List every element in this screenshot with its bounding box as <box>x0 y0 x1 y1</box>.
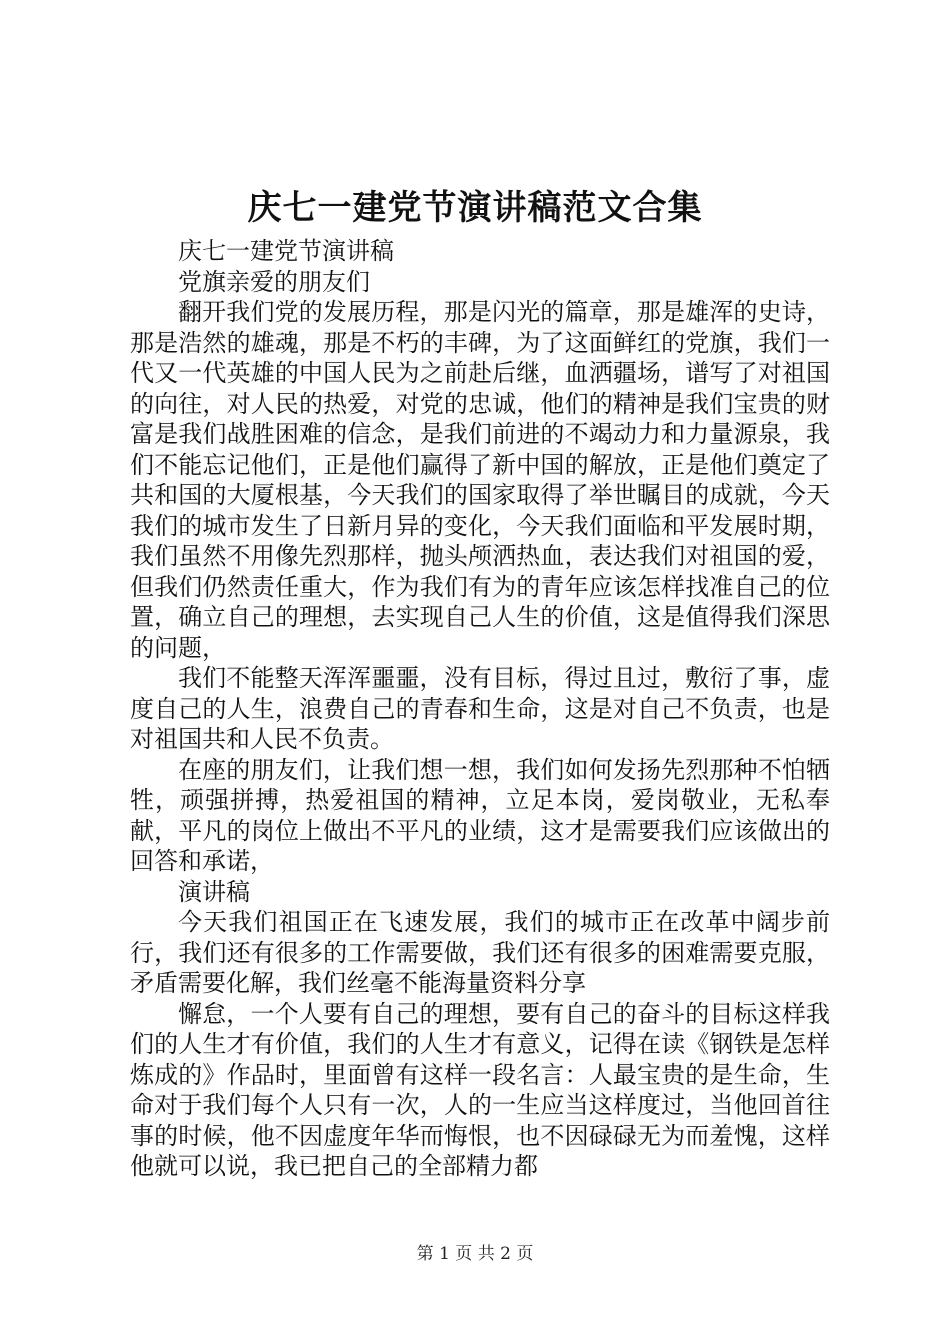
document-body <box>130 236 830 1182</box>
greeting-line: 党旗亲爱的朋友们 <box>178 267 370 296</box>
body-paragraph: 懈怠，一个人要有自己的理想，要有自己的奋斗的目标这样我们的人生才有价值，我们的人生才有意义，记得在读《钢铁是怎样炼成的》作品时，里面曾有这样一段名言：人最宝贵的是生命，生命对于我们每个人只有一次，人的一生应当这样度过，当他回首往事的时候，他不因虚度年华而悔恨，也不因碌碌无为而羞愧，这样他就可以说，我已把自己的全部精力都 <box>130 999 830 1180</box>
body-paragraph: 翻开我们党的发展历程，那是闪光的篇章，那是雄浑的史诗，那是浩然的雄魂，那是不朽的丰碑，为了这面鲜红的党旗，我们一代又一代英雄的中国人民为之前赴后继，血洒疆场，谱写了对祖国的向往，对人民的热爱，对党的忠诚，他们的精神是我们宝贵的财富是我们战胜困难的信念，是我们前进的不竭动力和力量源泉，我们不能忘记他们，正是他们赢得了新中国的解放，正是他们奠定了共和国的大厦根基，今天我们的国家取得了举世瞩目的成就，今天我们的城市发生了日新月异的变化，今天我们面临和平发展时期，我们虽然不用像先烈那样，抛头颅洒热血，表达我们对祖国的爱，但我们仍然责任重大，作为我们有为的青年应该怎样找准自己的位置，确立自己的理想，去实现自己人生的价值，这是值得我们深思的问题， <box>130 298 830 662</box>
page-number-footer: 第 1 页 共 2 页 <box>416 1244 534 1264</box>
body-paragraph: 我们不能整天浑浑噩噩，没有目标，得过且过，敷衍了事，虚度自己的人生，浪费自己的青春和生命，这是对自己不负责，也是对祖国共和人民不负责。 <box>130 664 830 753</box>
section-heading: 演讲稿 <box>178 877 250 906</box>
document-title: 庆七一建党节演讲稿范文合集 <box>247 188 703 228</box>
body-paragraph: 在座的朋友们，让我们想一想，我们如何发扬先烈那种不怕牺牲，顽强拼搏，热爱祖国的精神，立足本岗，爱岗敬业，无私奉献，平凡的岗位上做出不平凡的业绩，这才是需要我们应该做出的回答和承诺， <box>130 755 830 875</box>
section-heading: 庆七一建党节演讲稿 <box>178 237 394 265</box>
body-paragraph: 今天我们祖国正在飞速发展，我们的城市正在改革中阔步前行，我们还有很多的工作需要做，我们还有很多的困难需要克服，矛盾需要化解，我们丝毫不能海量资料分享 <box>130 908 830 997</box>
